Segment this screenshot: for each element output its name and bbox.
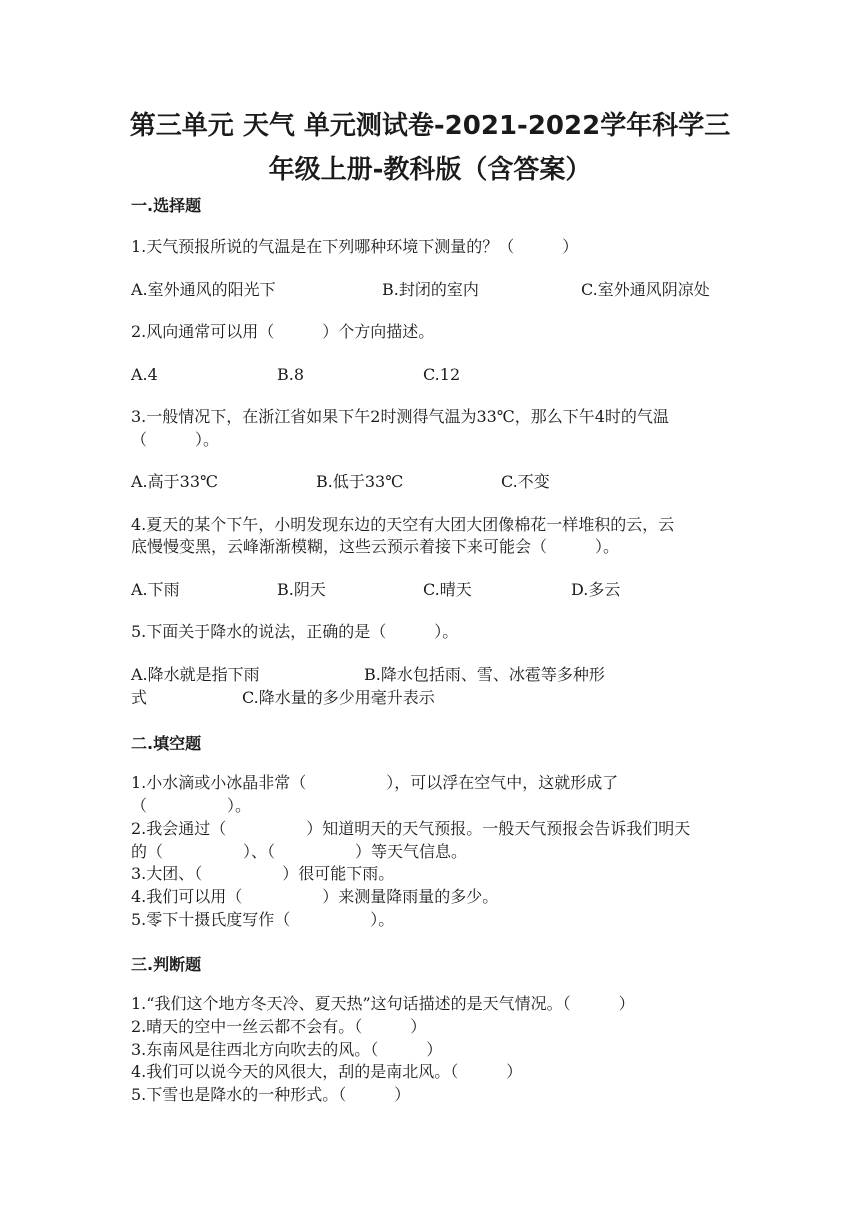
question-stem-cont: （ ）。 — [131, 430, 220, 449]
option-c: C.不变 — [501, 472, 550, 491]
option-a: A.降水就是指下雨 — [131, 665, 260, 684]
fill-item: 3.大团、（ ）很可能下雨。 — [131, 864, 395, 883]
section-heading-choice: 一.选择题 — [131, 196, 202, 215]
section-heading-judge: 三.判断题 — [131, 955, 202, 974]
option-b: B.封闭的室内 — [382, 280, 479, 299]
fill-item: 4.我们可以用（ ）来测量降雨量的多少。 — [131, 887, 499, 906]
option-d: D.多云 — [571, 580, 621, 599]
option-b: B.8 — [277, 365, 305, 384]
section-heading-fill: 二.填空题 — [131, 734, 202, 753]
option-b: B.降水包括雨、雪、冰雹等多种形 — [364, 665, 605, 684]
title-line-1: 第三单元 天气 单元测试卷-2021-2022学年科学三 — [129, 111, 731, 141]
option-c: C.室外通风阴凉处 — [581, 280, 710, 299]
option-b: B.阴天 — [277, 580, 326, 599]
judge-item: 2.晴天的空中一丝云都不会有。（ ） — [131, 1017, 427, 1036]
option-a: A.高于33℃ — [131, 472, 218, 491]
page-title — [60, 104, 800, 192]
option-a: A.下雨 — [131, 580, 180, 599]
judge-item: 3.东南风是往西北方向吹去的风。（ ） — [131, 1040, 443, 1059]
option-a: A.4 — [131, 365, 158, 384]
fill-item: 1.小水滴或小冰晶非常（ ），可以浮在空气中，这就形成了 — [131, 773, 619, 792]
option-b: B.低于33℃ — [316, 472, 404, 491]
option-c: C.降水量的多少用毫升表示 — [242, 688, 435, 707]
fill-item: 5.零下十摄氏度写作（ ）。 — [131, 910, 395, 929]
option-a: A.室外通风的阳光下 — [131, 280, 276, 299]
option-c: C.晴天 — [423, 580, 472, 599]
title-line-2: 年级上册-教科版（含答案） — [268, 155, 592, 185]
option-c: C.12 — [423, 365, 461, 384]
judge-item: 1.“我们这个地方冬天冷、夏天热”这句话描述的是天气情况。（ ） — [131, 994, 635, 1013]
fill-item-cont: （ ）。 — [131, 796, 252, 815]
judge-item: 4.我们可以说今天的风很大，刮的是南北风。（ ） — [131, 1062, 523, 1081]
question-stem-cont: 底慢慢变黑，云峰渐渐模糊，这些云预示着接下来可能会（ ）。 — [131, 537, 620, 556]
option-b-cont: 式 — [131, 688, 148, 707]
fill-item: 2.我会通过（ ）知道明天的天气预报。一般天气预报会告诉我们明天 — [131, 819, 691, 838]
judge-item: 5.下雪也是降水的一种形式。（ ） — [131, 1085, 411, 1104]
question-stem: 3.一般情况下，在浙江省如果下午2时测得气温为33℃，那么下午4时的气温 — [131, 407, 669, 426]
question-stem: 2.风向通常可以用（ ）个方向描述。 — [131, 322, 435, 341]
question-stem: 4.夏天的某个下午，小明发现东边的天空有大团大团像棉花一样堆积的云，云 — [131, 515, 675, 534]
fill-item-cont: 的（ ）、（ ）等天气信息。 — [131, 842, 468, 861]
question-stem: 1.天气预报所说的气温是在下列哪种环境下测量的？（ ） — [131, 237, 579, 256]
question-stem: 5.下面关于降水的说法，正确的是（ ）。 — [131, 622, 459, 641]
